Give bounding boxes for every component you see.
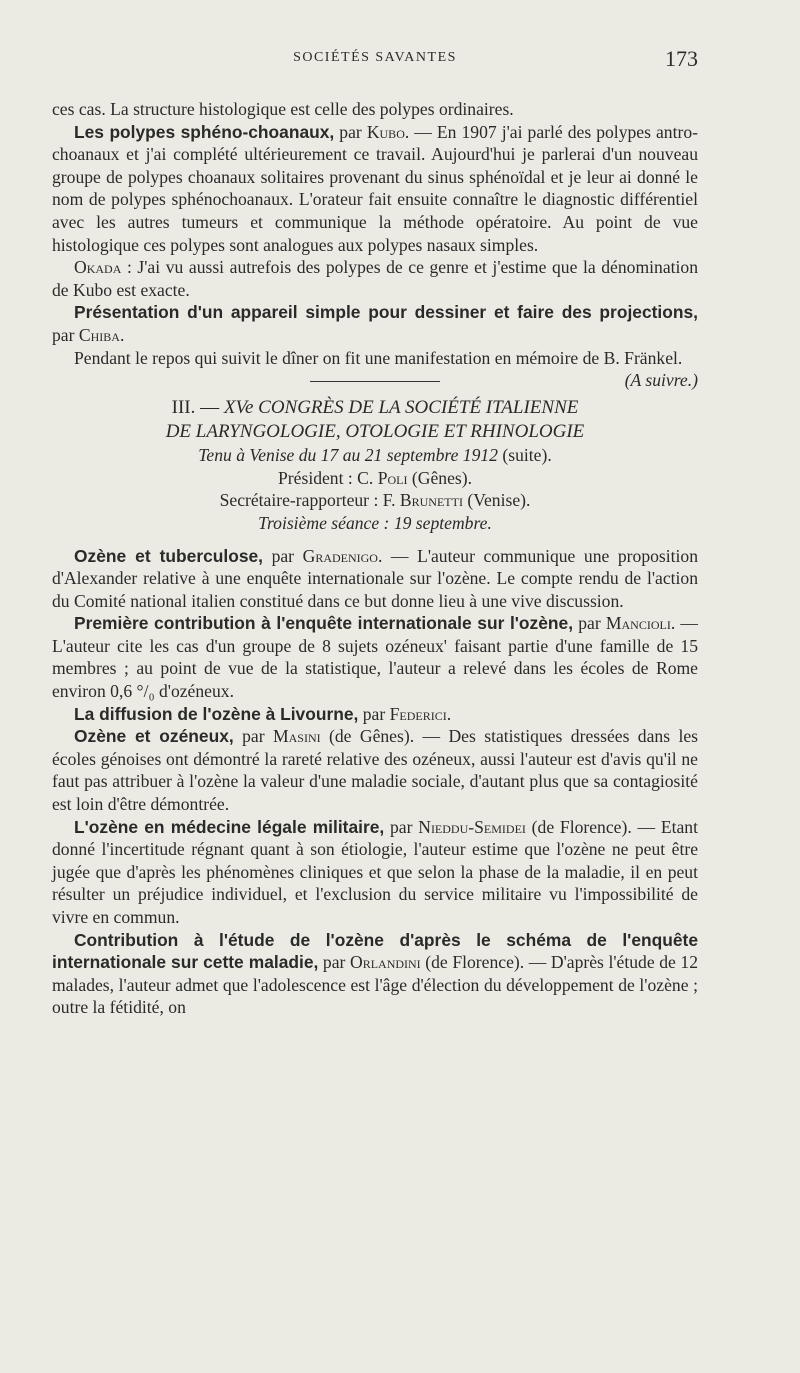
entry-title: Contribution à l'étude de l'ozène d'après le schéma de l'enquête internationale sur cette maladie, [52,929,698,973]
spacer [52,535,698,545]
author-name: Chiba [78,324,120,345]
author-name: Orlandini [349,952,421,973]
secretary-line: Secrétaire-rapporteur : F. Brunetti (Venise). [219,490,531,511]
paragraph-continuation: ces cas. La structure histologique est celle des polypes ordinaires. [52,99,514,119]
author-name: Federici [389,703,447,724]
author-name: Nieddu-Semidei [418,816,526,837]
section-divider [310,381,440,382]
paragraph-kubo: Les polypes sphéno-choanaux, par Kubo. — En 1907 j'ai parlé des polypes antro-choanaux et j'ai complété ultérieurement ce travail. Aujourd'hui je parlerai d'un nouveau groupe de polypes choanaux solitaires provenant du sinus sphénoïdal et je leur ai donné le nom de polypes sphénochoanaux. L'orateur fait ensuite connaître le diagnostic différentiel avec les autres tumeurs et communique la méthode opératoire. Au point de vue histologique ces polypes sont analogues aux polypes nasaux simples. [52,121,698,255]
paragraph-frankel: Pendant le repos qui suivit le dîner on fit une manifestation en mémoire de B. Fränkel. (A suivre.) [74,347,698,391]
paragraph-masini: Ozène et ozéneux, par Masini (de Gênes). — Des statistiques dressées dans les écoles génoises ont démontré la rareté relative des ozéneux, aussi l'auteur est d'avis qu'il ne faut pas attribuer à l'ozène la valeur d'une maladie sociale, d'autant plus que sa contagiosité est loin d'être démontrée. [52,726,698,815]
president-line: Président : C. Poli (Gênes). [278,467,472,488]
venue-line: Tenu à Venise du 17 au 21 septembre 1912 (suite). [198,445,552,466]
author-name: Masini [272,726,321,747]
entry-title: L'ozène en médecine légale militaire, [74,816,385,837]
entry-title: La diffusion de l'ozène à Livourne, [74,703,359,724]
paragraph-nieddu: L'ozène en médecine légale militaire, par Nieddu-Semidei (de Florence). — Etant donné l'incertitude régnant quant à son étiologie, l'auteur estime que l'ozène ne peut être jugée que d'après les phénomènes cliniques et que selon la phase de la maladie, il en peut résulter un préjudice individuel, et l'exclusion du service militaire vu l'impossibilité de vivre en commun. [52,816,698,927]
body-text [52,98,698,1019]
entry-title: Les polypes sphéno-choanaux, [74,121,335,142]
entry-title: Présentation d'un appareil simple pour dessiner et faire des projections, [74,302,698,323]
author-name: Gradenigo [302,545,378,566]
section-heading: III. — XVe CONGRÈS DE LA SOCIÉTÉ ITALIENNE [171,397,579,419]
author-name: Mancioli [605,613,671,634]
running-title: SOCIÉTÉS SAVANTES [293,50,457,65]
paragraph-chiba: Présentation d'un appareil simple pour dessiner et faire des projections, par Chiba. [52,302,698,345]
paragraph-okada: Okada : J'ai vu aussi autrefois des polypes de ce genre et j'estime que la dénomination de Kubo est exacte. [52,257,698,300]
author-name: Kubo [366,121,405,142]
entry-title: Ozène et ozéneux, [74,726,234,747]
section-heading-line2: DE LARYNGOLOGIE, OTOLOGIE ET RHINOLOGIE [165,421,585,443]
entry-title: Ozène et tuberculose, [74,545,264,566]
paragraph-federici: La diffusion de l'ozène à Livourne, par Federici. [74,703,452,724]
paragraph-mancioli: Première contribution à l'enquête internationale sur l'ozène, par Mancioli. — L'auteur cite les cas d'un groupe de 8 sujets ozéneux' faisant partie d'une famille de 15 membres ; au point de vue de la statistique, l'auteur a relevé dans les écoles de Rome environ 0,6 °/₀ d'ozéneux. [52,613,698,702]
to-be-continued: (A suivre.) [624,370,698,391]
paragraph-gradenigo: Ozène et tuberculose, par Gradenigo. — L'auteur communique une proposition d'Alexander relative à une enquête internationale sur l'ozène. Le compte rendu de l'action du Comité national italien constitué dans ce but donne lieu à une vive discussion. [52,545,699,611]
running-head [52,46,698,72]
entry-title: Première contribution à l'enquête internationale sur l'ozène, [74,613,574,634]
page-number: 173 [665,46,698,71]
author-name: Okada [74,257,122,278]
session-line: Troisième séance : 19 septembre. [258,512,492,533]
paragraph-orlandini: Contribution à l'étude de l'ozène d'après le schéma de l'enquête internationale sur cette maladie, par Orlandini (de Florence). — D'après l'étude de 12 malades, l'auteur admet que l'adolescence est l'âge d'élection du développement de l'ozène ; outre la fétidité, on [52,929,699,1018]
